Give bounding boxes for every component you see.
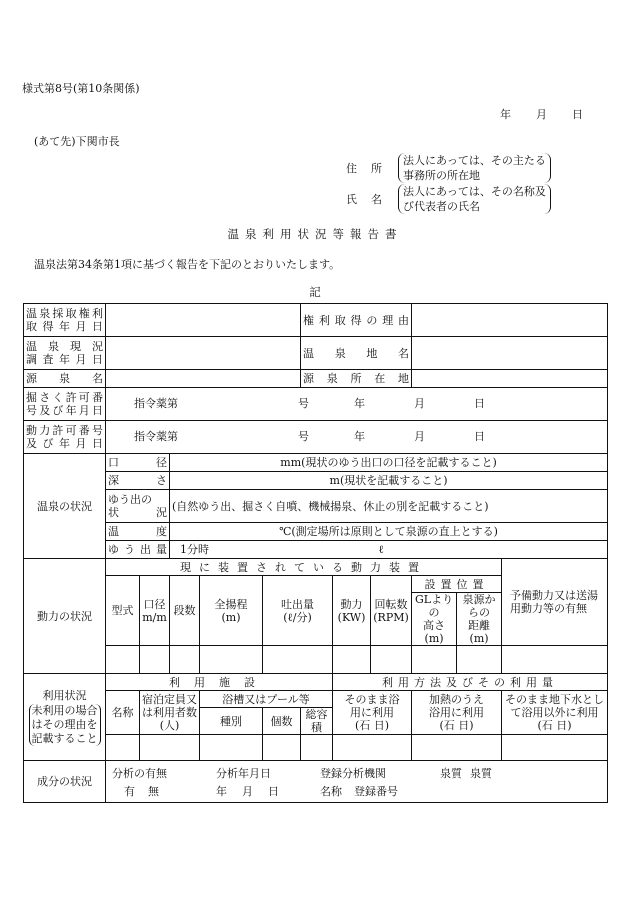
source-name-label: 源泉名: [24, 370, 106, 388]
depth-value[interactable]: m(現状を記載すること): [170, 472, 608, 490]
power-bore: 口径 m/m: [140, 576, 170, 646]
source-name-value[interactable]: [106, 370, 301, 388]
yield-label: ゆう出量: [106, 541, 170, 559]
ki-mark: 記: [309, 285, 321, 299]
usage-volume-value[interactable]: [301, 735, 333, 761]
row-usage-header: [24, 674, 608, 691]
power-rpm: 回転数 (RPM): [371, 576, 412, 646]
survey-date-label: 温泉現況 調査年月日: [24, 337, 106, 370]
row-power-values: [24, 646, 608, 674]
diameter-label: 口径: [106, 454, 170, 472]
dig-permit-label: 掘さく許可番 号及び年月日: [24, 388, 106, 421]
address-label: 住所: [346, 162, 396, 175]
name-note: 法人にあっては、その名称及 び代表者の氏名: [398, 184, 551, 214]
row-diameter: [24, 454, 608, 472]
row-depth: [24, 472, 608, 490]
usage-kind-value[interactable]: [200, 735, 263, 761]
yield-value[interactable]: 1分時 ℓ: [170, 541, 608, 559]
row-usage-values: [24, 735, 608, 761]
usage-heated: 加熱のうえ 浴用に利用 (石 日): [412, 691, 502, 735]
power-distance: 泉源からの 距離 (m): [457, 593, 502, 646]
addressee: (あて先)下関市長: [34, 135, 120, 148]
acq-reason-value[interactable]: [412, 304, 608, 337]
status-label: 温泉の状況: [24, 454, 106, 559]
power-backup-value[interactable]: [502, 646, 608, 674]
date-month: 月: [536, 108, 547, 121]
document-title: 温泉利用状況等報告書: [227, 227, 403, 241]
acq-reason-label: 権利取得の理由: [301, 304, 412, 337]
analysis-label: 成分の状況: [24, 761, 106, 803]
usage-count-value[interactable]: [263, 735, 301, 761]
usage-direct-value[interactable]: [333, 735, 412, 761]
row-dig-permit: [24, 388, 608, 421]
power-head-value[interactable]: [200, 646, 263, 674]
usage-other: そのまま地下水とし て浴用以外に利用 (石 日): [502, 691, 608, 735]
power-permit-value[interactable]: 指令薬第 号 年 月 日: [106, 421, 608, 454]
usage-capacity-value[interactable]: [140, 735, 200, 761]
flow-label: ゆう出の 状況: [106, 490, 170, 523]
intro-text: 温泉法第34条第1項に基づく報告を下記のとおりいたします。: [34, 258, 341, 271]
power-install: 設置位置: [412, 576, 502, 593]
form-number: 様式第8号(第10条関係): [22, 82, 140, 95]
power-discharge-value[interactable]: [263, 646, 333, 674]
row-flow: [24, 490, 608, 523]
power-current-header: 現に装置されている動力装置: [106, 559, 502, 576]
date-day: 日: [572, 108, 583, 121]
name-label: 氏名: [346, 193, 396, 206]
usage-method-header: 利用方法及びその利用量: [333, 674, 608, 691]
power-kw: 動力 (KW): [333, 576, 371, 646]
power-permit-label: 動力許可番号 及び年月日: [24, 421, 106, 454]
acq-date-value[interactable]: [106, 304, 301, 337]
address-note: 法人にあっては、その主たる 事務所の所在地: [398, 153, 551, 183]
hot-spring-location-value[interactable]: [412, 337, 608, 370]
usage-name-value[interactable]: [106, 735, 140, 761]
usage-count: 個数: [263, 708, 301, 735]
report-table: [23, 303, 608, 803]
dig-permit-value[interactable]: 指令薬第 号 年 月 日: [106, 388, 608, 421]
usage-capacity: 宿泊定員又 は利用者数 (人): [140, 691, 200, 735]
row-yield: [24, 541, 608, 559]
row-survey: [24, 337, 608, 370]
usage-other-value[interactable]: [502, 735, 608, 761]
hot-spring-location-label: 温泉地名: [301, 337, 412, 370]
power-backup-header: 予備動力又は送湯用動力等の有無: [502, 559, 608, 646]
usage-note: 未利用の場合 はその理由を 記載すること: [29, 704, 101, 746]
power-head: 全揚程 (m): [200, 576, 263, 646]
acq-date-label: 温泉採取権利 取得年月日: [24, 304, 106, 337]
row-analysis: [24, 761, 608, 803]
usage-heated-value[interactable]: [412, 735, 502, 761]
power-type-value[interactable]: [106, 646, 140, 674]
temperature-value[interactable]: ℃(測定場所は原則として泉源の直上とする): [170, 523, 608, 541]
usage-name: 名称: [106, 691, 140, 735]
usage-label: 利用状況 未利用の場合 はその理由を 記載すること: [24, 674, 106, 761]
power-kw-value[interactable]: [333, 646, 371, 674]
usage-direct: そのまま浴 用に利用 (石 日): [333, 691, 412, 735]
usage-volume: 総容積: [301, 708, 333, 735]
power-discharge: 吐出量 (ℓ/分): [263, 576, 333, 646]
row-power-header: [24, 559, 608, 576]
power-gl: GLよりの 高さ (m): [412, 593, 457, 646]
row-power-permit: [24, 421, 608, 454]
usage-kind: 種別: [200, 708, 263, 735]
power-stages: 段数: [170, 576, 200, 646]
usage-bath: 浴槽又はプール等: [200, 691, 333, 708]
row-temperature: [24, 523, 608, 541]
analysis-value[interactable]: 分析の有無 分析年月日 登録分析機関 泉質 泉質 有 無 年 月 日 名称 登録番号: [106, 761, 608, 803]
temperature-label: 温度: [106, 523, 170, 541]
survey-date-value[interactable]: [106, 337, 301, 370]
source-location-label: 源泉所在地: [301, 370, 412, 388]
power-distance-value[interactable]: [457, 646, 502, 674]
diameter-value[interactable]: mm(現状のゆう出口の口径を記載すること): [170, 454, 608, 472]
flow-value[interactable]: (自然ゆう出、掘さく自噴、機械揚泉、休止の別を記載すること): [170, 490, 608, 523]
usage-facility-header: 利用施設: [106, 674, 333, 691]
power-type: 型式: [106, 576, 140, 646]
date-year: 年: [500, 108, 511, 121]
row-acquisition: [24, 304, 608, 337]
depth-label: 深さ: [106, 472, 170, 490]
power-label: 動力の状況: [24, 559, 106, 674]
row-usage-sub1: [24, 691, 608, 708]
row-source: [24, 370, 608, 388]
power-gl-value[interactable]: [412, 646, 457, 674]
source-location-value[interactable]: [412, 370, 608, 388]
power-bore-value[interactable]: [140, 646, 170, 674]
power-rpm-value[interactable]: [371, 646, 412, 674]
power-stages-value[interactable]: [170, 646, 200, 674]
